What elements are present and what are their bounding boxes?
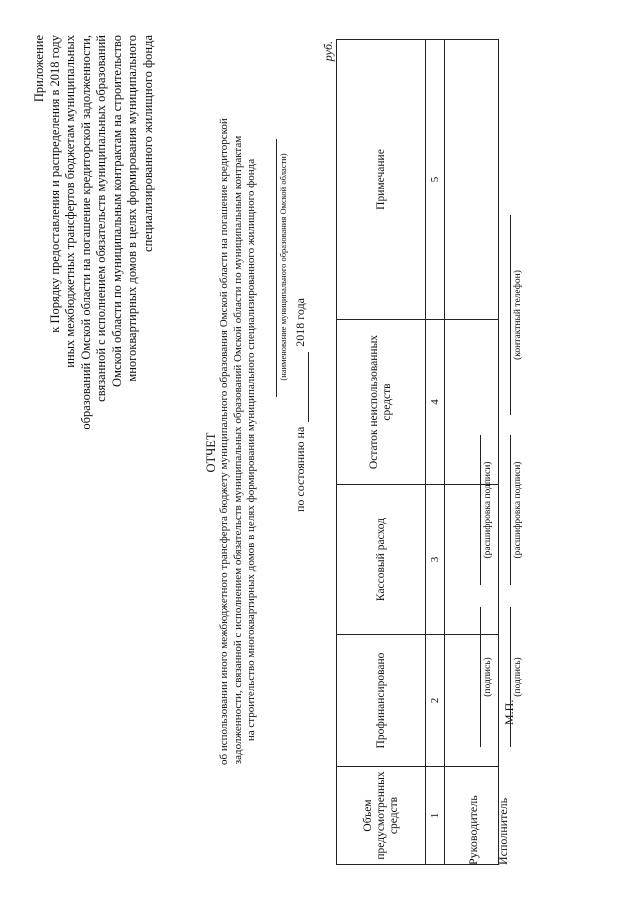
as-of-prefix: по состоянию на	[293, 426, 307, 513]
executor-decoding-line	[510, 435, 511, 585]
executor-phone-line	[510, 215, 511, 415]
head-signature-hint: (подпись)	[483, 657, 493, 697]
report-subtitle-line: об использовании иного межбюджетного трансферта бюджету муниципального образования Омской области на погашение кредиторской	[218, 118, 230, 765]
stamp-label: М.П.	[502, 699, 516, 725]
as-of-date	[293, 205, 309, 605]
report-subtitle-line: на строительство многоквартирных домов в целях формирования муниципального специализированного жилищного фонда	[245, 158, 257, 742]
column-header: Остаток неиспользованных средств	[337, 320, 426, 485]
column-header: Примечание	[337, 40, 426, 320]
appendix-line: связанной с исполнением обязательств муниципальных образований	[94, 35, 108, 402]
table-header-row	[337, 40, 426, 865]
appendix-line: иных межбюджетных трансфертов бюджетам муниципальных	[63, 35, 77, 368]
head-decoding-line	[480, 435, 481, 585]
column-header: Объем предусмотренных средств	[337, 767, 426, 865]
currency-label: руб.	[321, 41, 335, 62]
column-number: 2	[426, 635, 445, 767]
column-number: 4	[426, 320, 445, 485]
appendix-line: Омской области по муниципальным контрактам на строительство	[109, 35, 124, 387]
executor-signature-hint: (подпись)	[513, 657, 523, 697]
appendix-line: специализированного жилищного фонда	[140, 35, 155, 252]
head-signature-line	[480, 607, 481, 747]
report-title: ОТЧЕТ	[204, 432, 218, 473]
column-number: 3	[426, 485, 445, 635]
column-number: 5	[426, 40, 445, 320]
as-of-date-blank	[293, 352, 309, 422]
table-cell	[445, 40, 499, 320]
column-number-row	[426, 40, 445, 865]
column-number: 1	[426, 767, 445, 865]
executor-phone-hint: (контактный телефон)	[513, 270, 523, 360]
appendix-line: к Порядку предоставления и распределения в 2018 году	[47, 35, 62, 333]
executor-label: Исполнитель	[496, 797, 510, 865]
municipality-name-line	[276, 139, 277, 397]
head-decoding-hint: (расшифровка подписи)	[483, 461, 493, 559]
report-subtitle	[218, 118, 259, 765]
appendix-header	[32, 35, 156, 475]
column-header: Кассовый расход	[337, 485, 426, 635]
municipality-name-hint: (наименование муниципального образования Омской области)	[278, 153, 288, 381]
report-table	[336, 39, 499, 865]
executor-signature-line	[510, 607, 511, 747]
appendix-line: Приложение	[32, 35, 46, 103]
column-header: Профинансировано	[337, 635, 426, 767]
head-label: Руководитель	[466, 795, 480, 865]
appendix-line: образований Омской области на погашение кредиторской задолженности,	[78, 35, 93, 430]
as-of-suffix: 2018 года	[293, 297, 307, 347]
report-subtitle-line: задолженности, связанной с исполнением обязательств муниципальных образований Омской области по муниципальным контрактам	[231, 135, 244, 765]
executor-decoding-hint: (расшифровка подписи)	[513, 461, 523, 559]
appendix-line: многоквартирных домов в целях формирования муниципального	[125, 35, 139, 382]
